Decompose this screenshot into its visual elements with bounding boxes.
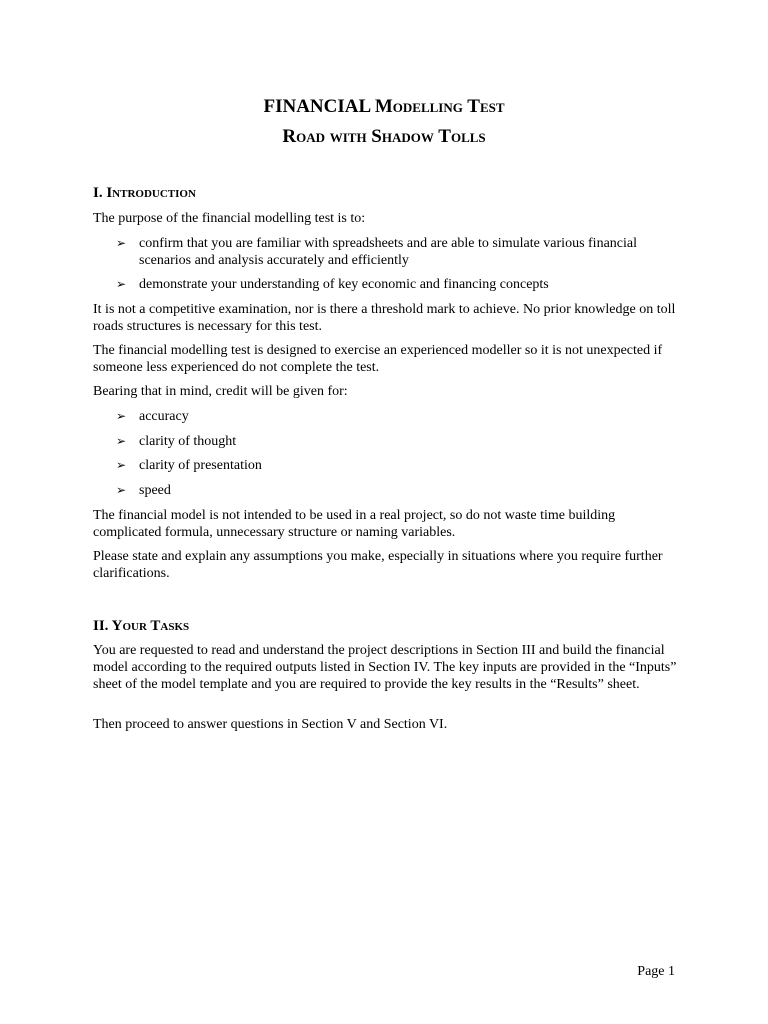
paragraph-assumptions: Please state and explain any assumptions you make, especially in situations where you require further clarifications.	[93, 549, 663, 581]
arrowhead-bullet-icon: ➢	[116, 483, 127, 497]
paragraph-then-proceed: Then proceed to answer questions in Section V and Section VI.	[93, 717, 448, 732]
section-heading-introduction: I. Introduction	[93, 185, 196, 201]
arrowhead-bullet-icon: ➢	[116, 458, 127, 472]
paragraph-credit-intro: Bearing that in mind, credit will be given for:	[93, 384, 348, 399]
list-item	[116, 276, 676, 293]
paragraph-purpose-intro: The purpose of the financial modelling test is to:	[93, 211, 366, 226]
list-item-text: demonstrate your understanding of key economic and financing concepts	[139, 277, 549, 292]
page-number: Page 1	[637, 964, 675, 979]
document-subtitle: Road with Shadow Tolls	[282, 126, 486, 147]
list-item-text: clarity of presentation	[139, 458, 262, 473]
arrowhead-bullet-icon: ➢	[116, 409, 127, 423]
document-title: FINANCIAL Modelling Test	[263, 96, 505, 117]
paragraph-competitive: It is not a competitive examination, nor is there a threshold mark to achieve. No prior knowledge on toll roads structures is necessary for this test.	[93, 302, 676, 334]
section-heading-your-tasks: II. Your Tasks	[93, 618, 190, 634]
list-item	[116, 408, 676, 425]
list-item	[116, 235, 676, 269]
list-item-text: clarity of thought	[139, 434, 237, 449]
list-item-text: accuracy	[139, 409, 189, 424]
list-item	[116, 482, 676, 499]
paragraph-designed: The financial modelling test is designed to exercise an experienced modeller so it is not unexpected if someone less experienced do not complete the test.	[93, 343, 663, 375]
arrowhead-bullet-icon: ➢	[116, 434, 127, 448]
paragraph-tasks: You are requested to read and understand the project descriptions in Section III and build the financial model according to the required outputs listed in Section IV. The key inputs are provided in the “Inputs” sheet of the model template and you are required to provide the key results in the “Results” sheet.	[93, 643, 677, 692]
arrowhead-bullet-icon: ➢	[116, 236, 127, 250]
list-item	[116, 457, 676, 474]
arrowhead-bullet-icon: ➢	[116, 277, 127, 291]
list-item-text: speed	[139, 483, 171, 498]
paragraph-not-real-project: The financial model is not intended to be used in a real project, so do not waste time building complicated formula, unnecessary structure or naming variables.	[93, 508, 616, 540]
list-item-text: confirm that you are familiar with spreadsheets and are able to simulate various financial scenarios and analysis accurately and efficiently	[139, 236, 637, 268]
list-item	[116, 433, 676, 450]
